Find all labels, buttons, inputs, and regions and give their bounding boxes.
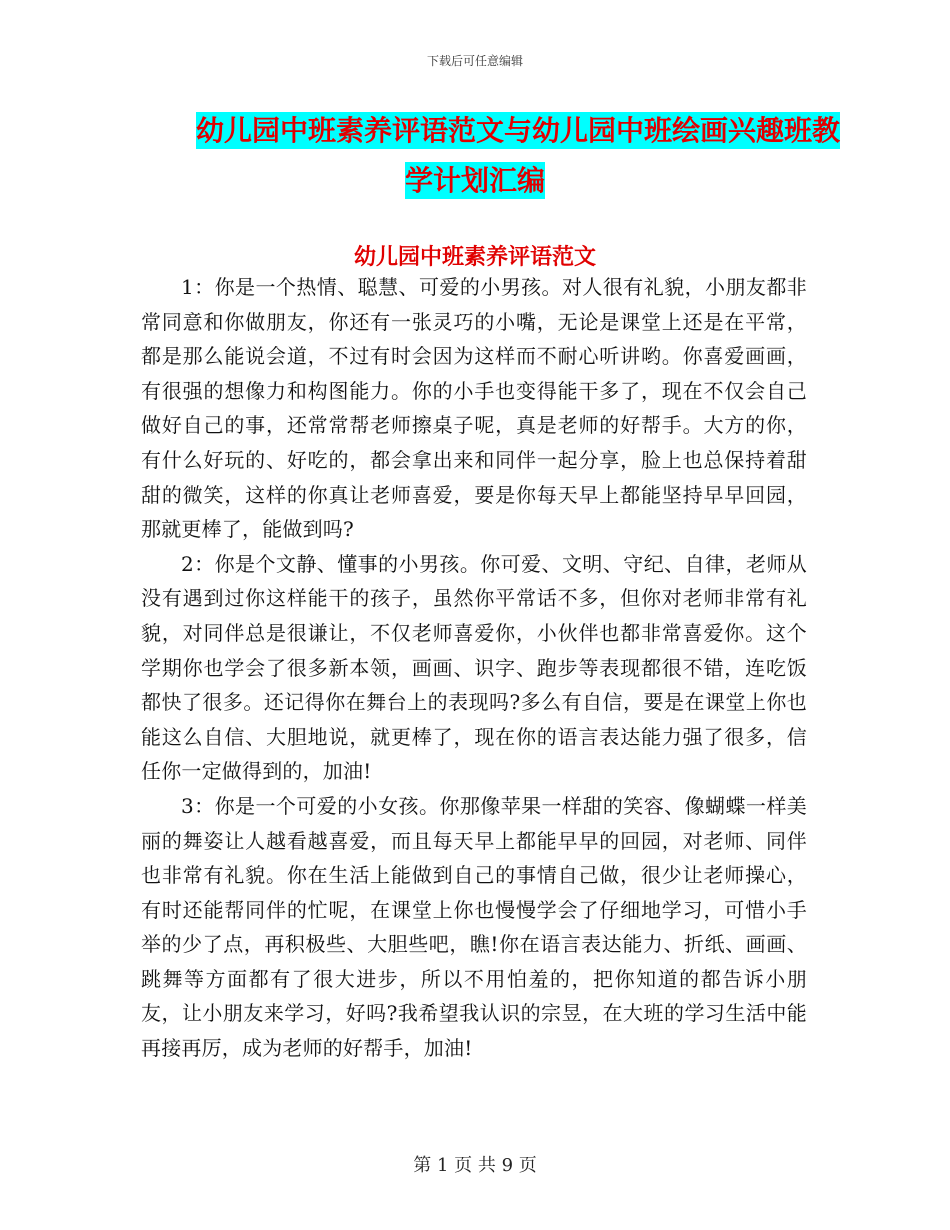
document-body [141,270,807,1066]
page-footer: 第 1 页 共 9 页 [413,1155,537,1176]
paragraph-3: 3：你是一个可爱的小女孩。你那像苹果一样甜的笑容、像蝴蝶一样美丽的舞姿让人越看越喜爱，而且每天早上都能早早的回园，对老师、同伴也非常有礼貌。你在生活上能做到自己的事情自己做，很少让老师操心，有时还能帮同伴的忙呢，在课堂上你也慢慢学会了仔细地学习，可惜小手举的少了点，再积极些、大胆些吧，瞧!你在语言表达能力、折纸、画画、跳舞等方面都有了很大进步，所以不用怕羞的，把你知道的都告诉小朋友，让小朋友来学习，好吗?我希望我认识的宗昱，在大班的学习生活中能再接再厉，成为老师的好帮手，加油! [141,793,807,1061]
document-title [140,106,841,206]
page-header: 下载后可任意编辑 [426,54,523,68]
title-line-1: 幼儿园中班素养评语范文与幼儿园中班绘画兴趣班教 [196,114,841,147]
section-heading: 幼儿园中班素养评语范文 [353,244,596,270]
paragraph-2: 2：你是个文静、懂事的小男孩。你可爱、文明、守纪、自律，老师从没有遇到过你这样能干的孩子，虽然你平常话不多，但你对老师非常有礼貌，对同伴总是很谦让，不仅老师喜爱你，小伙伴也都非常喜爱你。这个学期你也学会了很多新本领，画画、识字、跑步等表现都很不错，连吃饭都快了很多。还记得你在舞台上的表现吗?多么有自信，要是在课堂上你也能这么自信、大胆地说，就更棒了，现在你的语言表达能力强了很多，信任你一定做得到的，加油! [141,551,807,784]
paragraph-1: 1：你是一个热情、聪慧、可爱的小男孩。对人很有礼貌，小朋友都非常同意和你做朋友，你还有一张灵巧的小嘴，无论是课堂上还是在平常，都是那么能说会道，不过有时会因为这样而不耐心听讲哟。你喜爱画画，有很强的想像力和构图能力。你的小手也变得能干多了，现在不仅会自己做好自己的事，还常常帮老师擦桌子呢，真是老师的好帮手。大方的你，有什么好玩的、好吃的，都会拿出来和同伴一起分享，脸上也总保持着甜甜的微笑，这样的你真让老师喜爱，要是你每天早上都能坚持早早回园，那就更棒了，能做到吗? [141,275,807,542]
title-line-2: 学计划汇编 [404,164,545,197]
